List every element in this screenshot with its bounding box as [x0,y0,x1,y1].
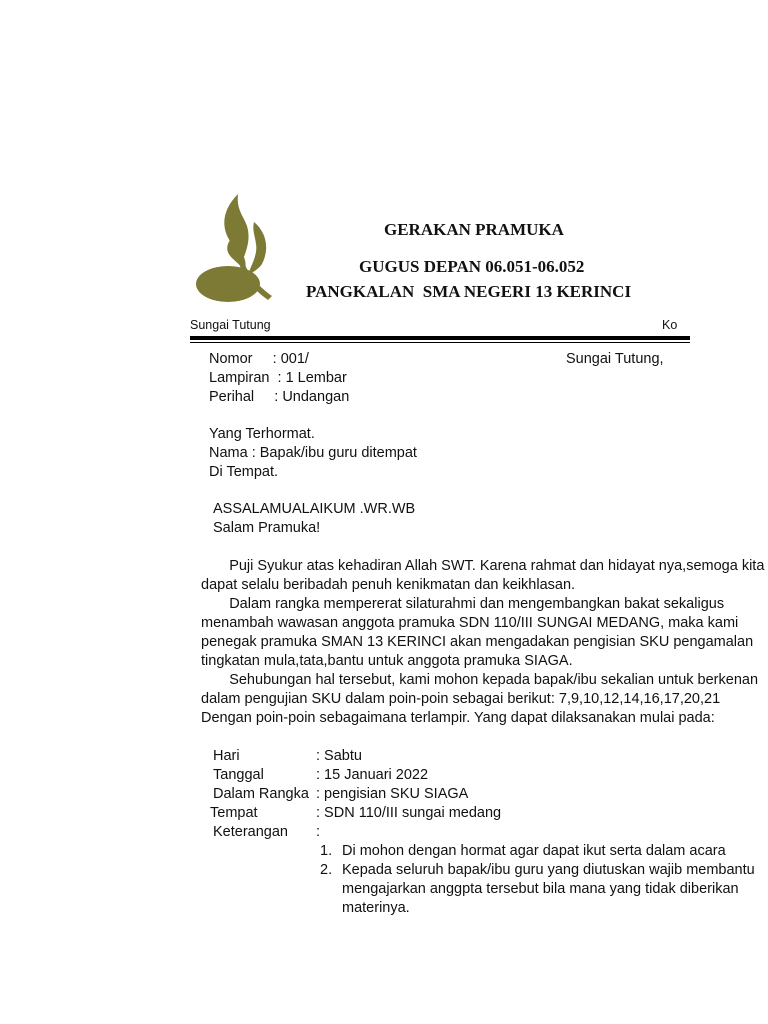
tempat-label: Tempat [210,805,258,821]
keterangan-value: : [316,824,321,840]
body-line: tingkatan mula,tata,bantu untuk anggota pramuka SIAGA. [201,653,573,669]
greeting-line-2: Salam Pramuka! [213,520,321,536]
body-line: dapat selalu beribadah penuh kenikmatan dan keikhlasan. [201,577,576,593]
nomor-line: Nomor : 001/ [209,351,309,367]
logo-shape [196,194,272,302]
header-rule-thick [190,336,690,340]
recipient-line-2: Nama : Bapak/ibu guru ditempat [209,445,417,461]
greeting-line-1: ASSALAMUALAIKUM .WR.WB [213,501,416,517]
header-right-text: Ko [662,318,678,332]
perihal-line: Perihal : Undangan [209,389,350,405]
note-2-text-line-2: mengajarkan anggpta tersebut bila mana yang tidak diberikan [342,881,739,897]
hari-label: Hari [213,748,240,764]
recipient-line-3: Di Tempat. [209,464,279,480]
keterangan-label: Keterangan [213,824,288,840]
note-2-text-line-3: materinya. [342,900,410,916]
header-rule-thin [190,342,690,343]
dalam-rangka-label: Dalam Rangka [213,786,309,802]
dalam-rangka-value: : pengisian SKU SIAGA [316,786,469,802]
tempat-value: : SDN 110/III sungai medang [316,805,502,821]
note-1-text: Di mohon dengan hormat agar dapat ikut serta dalam acara [342,843,726,859]
body-line: dalam pengujian SKU dalam poin-poin sebagai berikut: 7,9,10,12,14,16,17,20,21 [201,691,721,707]
gugus-depan-title: GUGUS DEPAN 06.051-06.052 [359,257,585,276]
note-2-number: 2. [320,862,333,878]
org-title: GERAKAN PRAMUKA [384,220,564,239]
body-line: Dalam rangka mempererat silaturahmi dan mengembangkan bakat sekaligus [201,596,725,612]
note-1-number: 1. [320,843,333,859]
pramuka-tunas-kelapa-logo [192,192,282,304]
tanggal-value: : 15 Januari 2022 [316,767,429,783]
lampiran-line: Lampiran : 1 Lembar [209,370,347,386]
tanggal-label: Tanggal [213,767,264,783]
header-place: Sungai Tutung [190,318,271,332]
recipient-line-1: Yang Terhormat. [209,426,315,442]
hari-value: : Sabtu [316,748,362,764]
body-line: Dengan poin-poin sebagaimana terlampir. Yang dapat dilaksanakan mulai pada: [201,710,715,726]
body-line: Sehubungan hal tersebut, kami mohon kepada bapak/ibu sekalian untuk berkenan [201,672,759,688]
body-line: penegak pramuka SMAN 13 KERINCI akan mengadakan pengisian SKU pengamalan [201,634,754,650]
note-2-text-line-1: Kepada seluruh bapak/ibu guru yang diutuskan wajib membantu [342,862,755,878]
date-place: Sungai Tutung, [566,351,664,367]
body-line: Puji Syukur atas kehadiran Allah SWT. Karena rahmat dan hidayat nya,semoga kita [201,558,765,574]
body-line: menambah wawasan anggota pramuka SDN 110/III SUNGAI MEDANG, maka kami [201,615,739,631]
pangkalan-title: PANGKALAN SMA NEGERI 13 KERINCI [306,282,632,301]
